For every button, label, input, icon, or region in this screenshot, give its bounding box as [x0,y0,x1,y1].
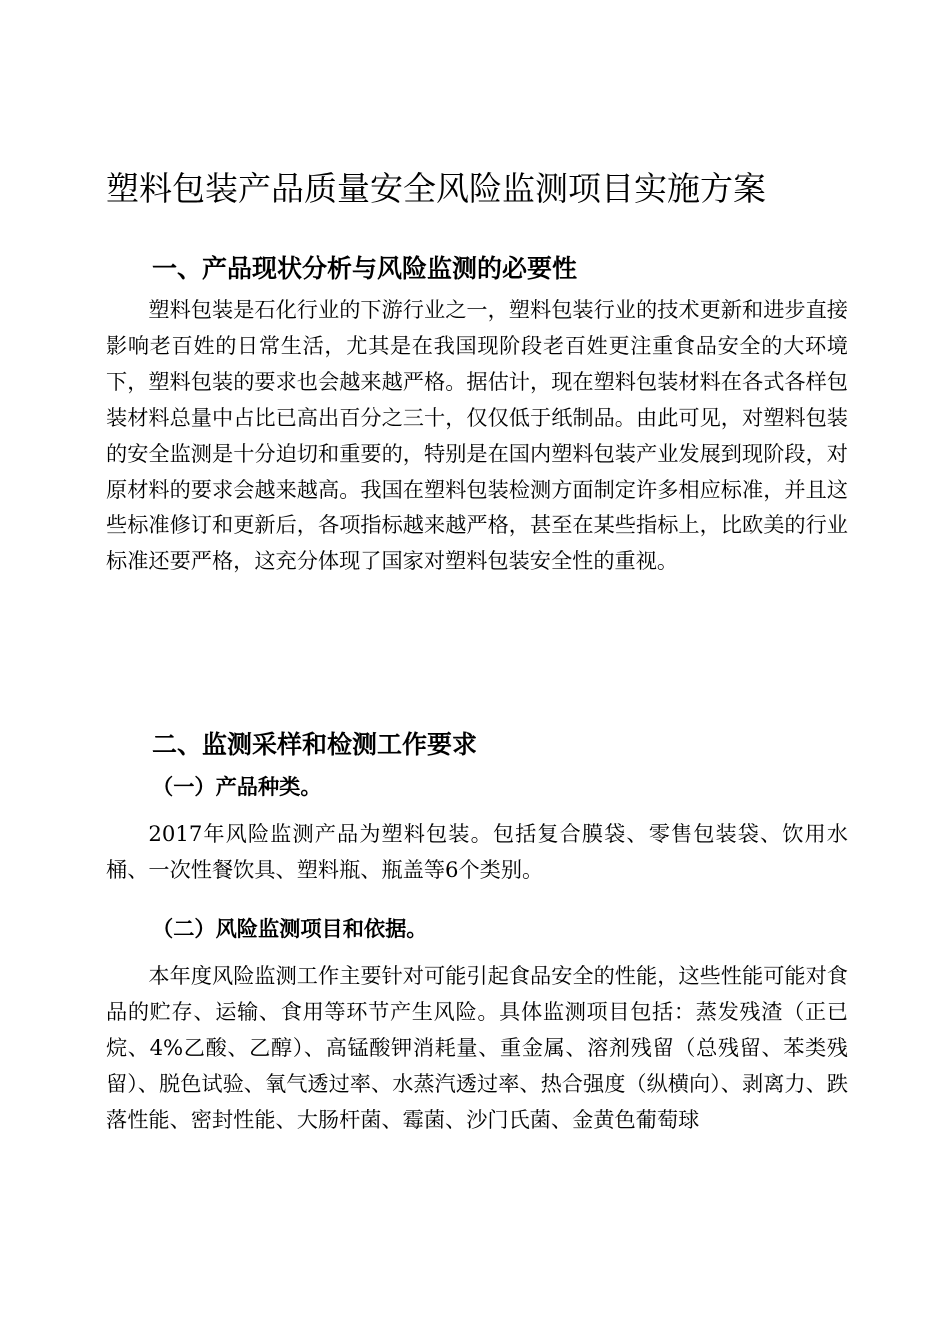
document-title: 塑料包装产品质量安全风险监测项目实施方案 [106,169,766,208]
section-1-heading: 一、产品现状分析与风险监测的必要性 [152,254,578,283]
section-2-heading: 二、监测采样和检测工作要求 [152,730,478,759]
subsection-2-heading: （二）风险监测项目和依据。 [152,916,428,941]
subsection-2-paragraph: 本年度风险监测工作主要针对可能引起食品安全的性能，这些性能可能对食品的贮存、运输、食用等环节产生风险。具体监测项目包括：蒸发残渣（正已烷、4%乙酸、乙醇）、高锰酸钾消耗量、重金属、溶剂残留（总残留、苯类残留）、脱色试验、氧气透过率、水蒸汽透过率、热合强度（纵横向）、剥离力、跌落性能、密封性能、大肠杆菌、霉菌、沙门氏菌、金黄色葡萄球 [106,963,848,1132]
subsection-1-heading: （一）产品种类。 [152,774,322,799]
section-1-paragraph: 塑料包装是石化行业的下游行业之一，塑料包装行业的技术更新和进步直接影响老百姓的日常生活，尤其是在我国现阶段老百姓更注重食品安全的大环境下，塑料包装的要求也会越来越严格。据估计，现在塑料包装材料在各式各样包装材料总量中占比已高出百分之三十，仅仅低于纸制品。由此可见，对塑料包装的安全监测是十分迫切和重要的，特别是在国内塑料包装产业发展到现阶段，对原材料的要求会越来越高。我国在塑料包装检测方面制定许多相应标准，并且这些标准修订和更新后，各项指标越来越严格，甚至在某些指标上，比欧美的行业标准还要严格，这充分体现了国家对塑料包装安全性的重视。 [106,297,848,574]
subsection-1-paragraph: 2017年风险监测产品为塑料包装。包括复合膜袋、零售包装袋、饮用水桶、一次性餐饮具、塑料瓶、瓶盖等6个类别。 [106,821,848,882]
